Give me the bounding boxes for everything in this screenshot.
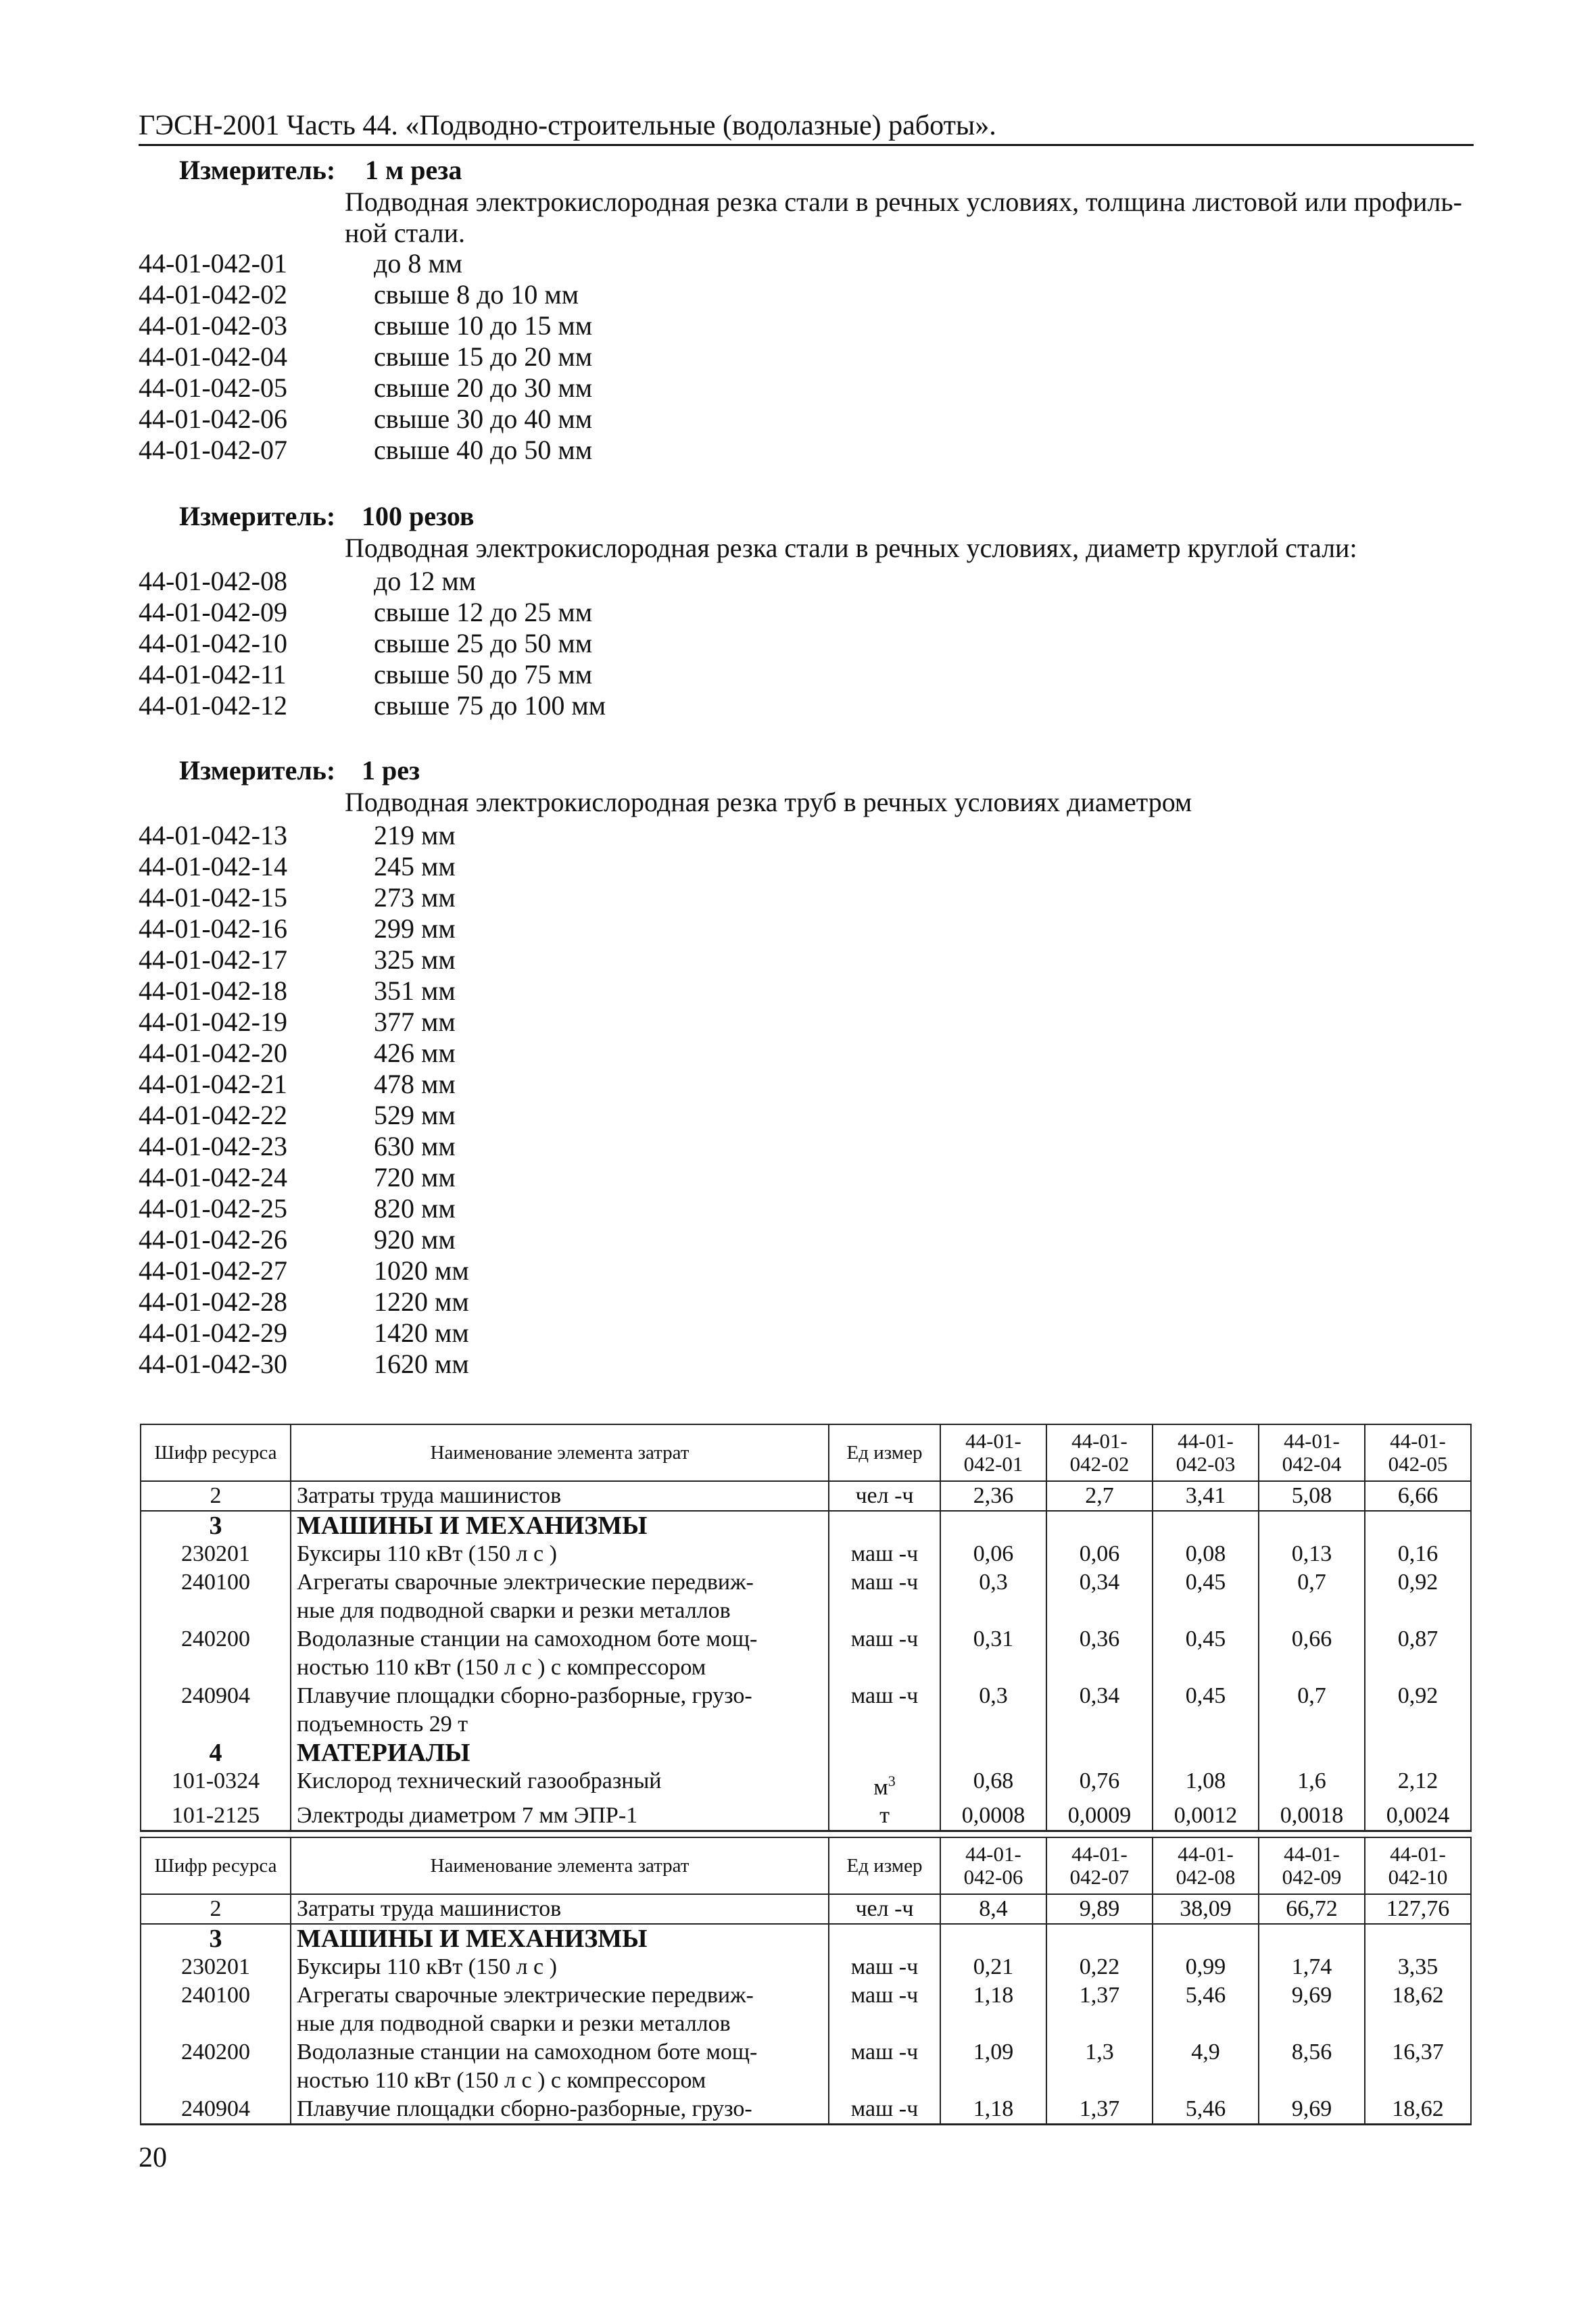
norm-code: 44-01-042-20 — [139, 1038, 287, 1068]
norm-code: 44-01-042-26 — [139, 1224, 287, 1255]
norm-code: 44-01-042-28 — [139, 1286, 287, 1317]
table-row: 240904 Плавучие площадки сборно-разборные, грузо- маш -ч 1,18 1,37 5,46 9,69 18,62 — [141, 2095, 1471, 2125]
table-row: 101-2125 Электроды диаметром 7 мм ЭПР-1 т 0,0008 0,0009 0,0012 0,0018 0,0024 — [141, 1802, 1471, 1831]
col-header-unit: Ед измер — [829, 1424, 940, 1481]
col-header-norm: 44-01-042-08 — [1153, 1837, 1259, 1894]
measure-label: Измеритель: — [179, 501, 336, 531]
norm-code: 44-01-042-27 — [139, 1255, 287, 1286]
norm-value: 1220 мм — [374, 1286, 469, 1317]
col-header-norm: 44-01-042-09 — [1259, 1837, 1365, 1894]
section-description: Подводная электрокислородная резка труб в речных условиях диаметром — [345, 787, 1192, 817]
norm-value: 325 мм — [374, 944, 456, 975]
norm-value: свыше 10 до 15 мм — [374, 310, 593, 341]
resource-table-2 — [140, 1837, 1472, 2125]
table-row: 101-0324 Кислород технический газообразный $м^3$ 0,68 0,76 1,08 1,6 2,12 — [141, 1767, 1471, 1802]
table-row: 240200 Водолазные станции на самоходном боте мощ- ностью 110 кВт (150 л с ) с компрессором маш -ч 0,31 0,36 0,45 0,66 0,87 — [141, 1625, 1471, 1682]
measure-value: 1 м реза — [365, 155, 462, 185]
norm-value: свыше 40 до 50 мм — [374, 435, 593, 465]
header-divider — [139, 144, 1474, 146]
norm-value: 299 мм — [374, 913, 456, 944]
norm-code: 44-01-042-30 — [139, 1349, 287, 1379]
norm-code: 44-01-042-05 — [139, 372, 287, 403]
norm-code: 44-01-042-11 — [139, 659, 287, 690]
norm-code: 44-01-042-24 — [139, 1162, 287, 1192]
norm-value: до 12 мм — [374, 566, 476, 596]
table-row: 2 Затраты труда машинистов чел -ч 2,36 2,7 3,41 5,08 6,66 — [141, 1481, 1471, 1511]
col-header-norm: 44-01-042-04 — [1259, 1424, 1365, 1481]
norm-value: 219 мм — [374, 820, 456, 850]
section-description: Подводная электрокислородная резка стали в речных условиях, толщина листовой или профиль- ной стали. — [345, 187, 1462, 248]
col-header-norm: 44-01-042-05 — [1365, 1424, 1471, 1481]
norm-code: 44-01-042-09 — [139, 597, 287, 627]
norm-code: 44-01-042-14 — [139, 851, 287, 882]
col-header-code: Шифр ресурса — [141, 1424, 291, 1481]
col-header-unit: Ед измер — [829, 1837, 940, 1894]
norm-code: 44-01-042-19 — [139, 1007, 287, 1037]
table-header-row — [141, 1837, 1471, 1894]
norm-code: 44-01-042-15 — [139, 882, 287, 913]
table-row: 240100 Агрегаты сварочные электрические передвиж- ные для подводной сварки и резки металлов маш -ч 0,3 0,34 0,45 0,7 0,92 — [141, 1568, 1471, 1625]
col-header-norm: 44-01-042-02 — [1046, 1424, 1153, 1481]
norm-code: 44-01-042-16 — [139, 913, 287, 944]
norm-code: 44-01-042-22 — [139, 1100, 287, 1130]
norm-value: 1020 мм — [374, 1255, 469, 1286]
norm-value: 245 мм — [374, 851, 456, 882]
col-header-norm: 44-01-042-01 — [940, 1424, 1046, 1481]
table-row: 240100 Агрегаты сварочные электрические передвиж- ные для подводной сварки и резки металлов маш -ч 1,18 1,37 5,46 9,69 18,62 — [141, 1981, 1471, 2038]
col-header-code: Шифр ресурса — [141, 1837, 291, 1894]
table-section-row: 3 МАШИНЫ И МЕХАНИЗМЫ — [141, 1511, 1471, 1540]
norm-code: 44-01-042-13 — [139, 820, 287, 850]
norm-code: 44-01-042-07 — [139, 435, 287, 465]
norm-value: 630 мм — [374, 1131, 456, 1161]
norm-value: свыше 25 до 50 мм — [374, 628, 593, 658]
measure-label: Измеритель: — [179, 755, 336, 786]
norm-value: 426 мм — [374, 1038, 456, 1068]
norm-value: 820 мм — [374, 1193, 456, 1224]
measure-value: 100 резов — [362, 501, 475, 531]
norm-code: 44-01-042-12 — [139, 690, 287, 721]
col-header-name: Наименование элемента затрат — [291, 1424, 829, 1481]
norm-code: 44-01-042-03 — [139, 310, 287, 341]
norm-value: 478 мм — [374, 1069, 456, 1099]
col-header-norm: 44-01-042-10 — [1365, 1837, 1471, 1894]
norm-code: 44-01-042-18 — [139, 975, 287, 1006]
norm-value: свыше 12 до 25 мм — [374, 597, 593, 627]
table-row: 230201 Буксиры 110 кВт (150 л с ) маш -ч 0,06 0,06 0,08 0,13 0,16 — [141, 1540, 1471, 1568]
norm-value: 529 мм — [374, 1100, 456, 1130]
col-header-name: Наименование элемента затрат — [291, 1837, 829, 1894]
norm-code: 44-01-042-08 — [139, 566, 287, 596]
table-row: 2 Затраты труда машинистов чел -ч 8,4 9,89 38,09 66,72 127,76 — [141, 1894, 1471, 1924]
norm-code: 44-01-042-01 — [139, 248, 287, 279]
norm-value: 1620 мм — [374, 1349, 469, 1379]
norm-value: свыше 30 до 40 мм — [374, 404, 593, 434]
norm-code: 44-01-042-23 — [139, 1131, 287, 1161]
table-section-row: 3 МАШИНЫ И МЕХАНИЗМЫ — [141, 1924, 1471, 1953]
norm-value: 920 мм — [374, 1224, 456, 1255]
measure-label: Измеритель: — [179, 155, 336, 185]
norm-value: свыше 8 до 10 мм — [374, 279, 579, 310]
norm-value: 720 мм — [374, 1162, 456, 1192]
norm-code: 44-01-042-02 — [139, 279, 287, 310]
norm-code: 44-01-042-06 — [139, 404, 287, 434]
norm-value: свыше 75 до 100 мм — [374, 690, 606, 721]
table-row: 240200 Водолазные станции на самоходном боте мощ- ностью 110 кВт (150 л с ) с компрессором маш -ч 1,09 1,3 4,9 8,56 16,37 — [141, 2038, 1471, 2095]
norm-value: 351 мм — [374, 975, 456, 1006]
resource-table-1 — [140, 1424, 1472, 1832]
col-header-norm: 44-01-042-03 — [1153, 1424, 1259, 1481]
norm-code: 44-01-042-21 — [139, 1069, 287, 1099]
page-header-title: ГЭСН-2001 Часть 44. «Подводно-строительные (водолазные) работы». — [139, 110, 996, 141]
norm-code: 44-01-042-04 — [139, 341, 287, 372]
section-description: Подводная электрокислородная резка стали в речных условиях, диаметр круглой стали: — [345, 533, 1357, 563]
norm-code: 44-01-042-25 — [139, 1193, 287, 1224]
table-section-row: 4 МАТЕРИАЛЫ — [141, 1739, 1471, 1767]
col-header-norm: 44-01-042-06 — [940, 1837, 1046, 1894]
norm-value: 273 мм — [374, 882, 456, 913]
col-header-norm: 44-01-042-07 — [1046, 1837, 1153, 1894]
table-header-row — [141, 1424, 1471, 1481]
norm-value: 1420 мм — [374, 1318, 469, 1348]
norm-code: 44-01-042-29 — [139, 1318, 287, 1348]
table-row: 240904 Плавучие площадки сборно-разборные, грузо- подъемность 29 т маш -ч 0,3 0,34 0,45 0,7 0,92 — [141, 1682, 1471, 1739]
norm-value: свыше 15 до 20 мм — [374, 341, 593, 372]
norm-code: 44-01-042-17 — [139, 944, 287, 975]
norm-value: свыше 50 до 75 мм — [374, 659, 593, 690]
measure-value: 1 рез — [362, 755, 420, 786]
norm-value: до 8 мм — [374, 248, 462, 279]
norm-code: 44-01-042-10 — [139, 628, 287, 658]
norm-value: 377 мм — [374, 1007, 456, 1037]
table-row: 230201 Буксиры 110 кВт (150 л с ) маш -ч 0,21 0,22 0,99 1,74 3,35 — [141, 1953, 1471, 1981]
page-number: 20 — [139, 2142, 167, 2173]
norm-value: свыше 20 до 30 мм — [374, 372, 593, 403]
